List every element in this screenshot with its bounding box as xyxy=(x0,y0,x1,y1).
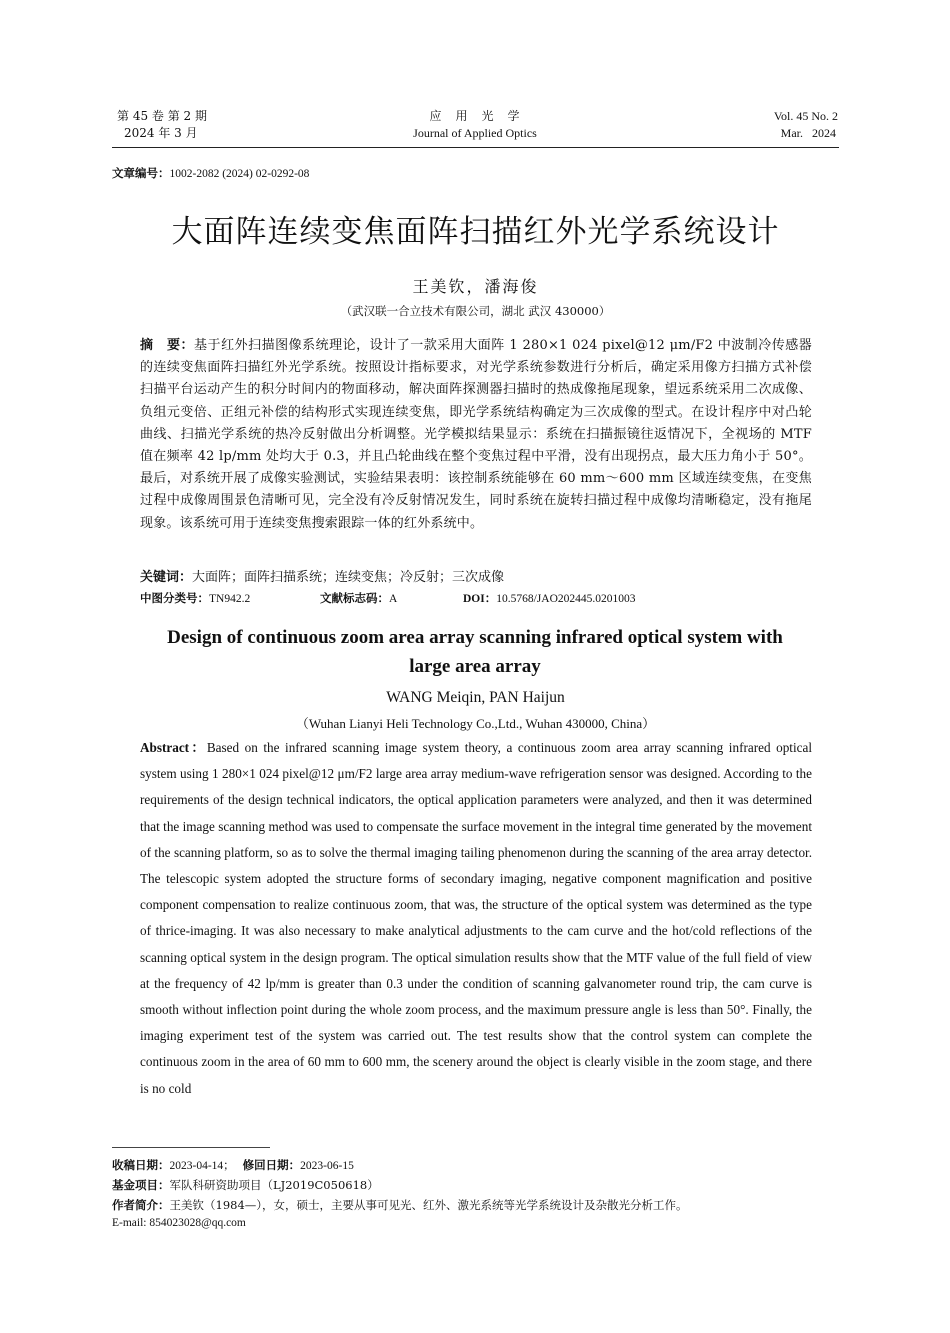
footnote-dates xyxy=(112,1157,354,1173)
fund-value: 军队科研资助项目（LJ2019C050618） xyxy=(169,1178,379,1192)
doc-value: A xyxy=(389,593,398,605)
article-number xyxy=(112,165,309,181)
keywords-cn xyxy=(140,566,812,585)
abstract-cn-text: 基于红外扫描图像系统理论，设计了一款采用大面阵 1 280×1 024 pixel@12 μm/F2 中波制冷传感器的连续变焦面阵扫描红外光学系统。按照设计指标要求，对光学系统参数进行分析后，确定采用像方扫描方式补偿扫描平台运动产生的积分时间内的物面移动，解决面阵探测器扫描时的热成像拖尾现象，望远系统采用二次成像、负组元变倍、正组元补偿的结构形式实现连续变焦，即光学系统结构确定为三次成像的型式。在设计程序中对凸轮曲线、扫描光学系统的热冷反射做出分析调整。光学模拟结果显示：系统在扫描振镜往返情况下，全视场的 MTF 值在频率 42 lp/mm 处均大于 0.3，并且凸轮曲线在整个变焦过程中平滑，没有出现拐点，最大压力角小于 50°。最后，对系统开展了成像实验测试，实验结果表明：该控制系统能够在 60 mm～600 mm 区域连续变焦，在变焦过程中成像周围景色清晰可见，完全没有冷反射情况发生，同时系统在旋转扫描过程中成像均清晰稳定，没有拖尾现象。该系统可用于连续变焦搜索跟踪一体的红外系统中。 xyxy=(140,338,812,531)
doi-label: DOI： xyxy=(463,593,497,605)
keywords-cn-text: 大面阵；面阵扫描系统；连续变焦；冷反射；三次成像 xyxy=(192,570,505,585)
clc-code xyxy=(140,590,250,606)
fund-label: 基金项目： xyxy=(112,1178,170,1192)
authors-en: WANG Meiqin, PAN Haijun xyxy=(386,689,565,706)
header-date-en: Mar. 2024 xyxy=(780,126,836,140)
header-date-cn: 2024 年 3 月 xyxy=(124,126,198,140)
footnote-rule xyxy=(112,1147,270,1148)
clc-value: TN942.2 xyxy=(209,593,251,605)
doc-code xyxy=(320,590,397,606)
doi-value: 10.5768/JAO202445.0201003 xyxy=(496,593,636,605)
header-volume-cn: 第 45 卷 第 2 期 xyxy=(117,109,207,123)
header-volume-en: Vol. 45 No. 2 xyxy=(773,109,838,123)
header-journal-en: Journal of Applied Optics xyxy=(413,126,537,140)
authors-cn: 王美钦，潘海俊 xyxy=(412,277,539,296)
article-number-label: 文章编号： xyxy=(112,166,170,180)
received-value: 2023-04-14； xyxy=(169,1160,235,1172)
footnote-fund xyxy=(112,1177,379,1193)
abstract-cn xyxy=(140,335,812,535)
doc-label: 文献标志码： xyxy=(320,591,389,605)
abstract-en-text: Based on the infrared scanning image system theory, a continuous zoom area array scanning infrared optical system using 1 280×1 024 pixel@12 μm/F2 large area array medium-wave refrigeration sensor was designed. According to the requirements of the design technical indicators, the optical application parameters were analyzed, and then it was determined that the image scanning method was used to compensate the surface movement in the integral time generated by the movement of the scanning platform, so as to solve the thermal imaging tailing phenomenon during the scanning of the area array detector. The telescopic system adopted the structure forms of secondary imaging, negative component magnification and positive component compensation to realize continuous zoom, that was, the structure of the optical system was determined as the type of thrice-imaging. It was also necessary to make analytical adjustments to the cam curve and the hot/cold reflections of the scanning optical system in the design program. The optical simulation results show that the MTF value of the full field of view at the frequency of 42 lp/mm is greater than 0.3 under the condition of scanning galvanometer round trip, the cam curve is smooth without inflection point during the whole zoom process, and the maximum pressure angle is less than 50°. Finally, the imaging experiment test of the system was carried out. The test results show that the control system can complete the continuous zoom in the area of 60 mm to 600 mm, the scenery around the object is clearly visible in the zoom stage, and there is no cold xyxy=(140,740,812,1096)
abstract-cn-label: 摘 要： xyxy=(140,338,195,353)
title-cn: 大面阵连续变焦面阵扫描红外光学系统设计 xyxy=(171,214,780,250)
abstract-en xyxy=(140,735,812,1102)
revised-label: 修回日期： xyxy=(242,1158,301,1172)
abstract-en-label: Abstract： xyxy=(140,740,207,755)
affiliation-cn: （武汉联一合立技术有限公司，湖北 武汉 430000） xyxy=(340,304,611,318)
article-number-value: 1002-2082 (2024) 02-0292-08 xyxy=(169,168,310,180)
header-rule xyxy=(112,147,839,148)
header-journal-cn: 应 用 光 学 xyxy=(429,109,521,123)
author-bio-label: 作者简介： xyxy=(112,1198,170,1212)
clc-label: 中图分类号： xyxy=(140,591,209,605)
affiliation-en: （Wuhan Lianyi Heli Technology Co.,Ltd., Wuhan 430000, China） xyxy=(295,716,656,731)
doi xyxy=(463,590,636,606)
footnote-author xyxy=(112,1197,839,1213)
title-en: Design of continuous zoom area array scanning infrared optical system with large area array xyxy=(167,627,783,677)
footnote-email: E-mail: 854023028@qq.com xyxy=(112,1217,246,1229)
revised-value: 2023-06-15 xyxy=(300,1160,354,1172)
received-label: 收稿日期： xyxy=(112,1158,170,1172)
keywords-cn-label: 关键词： xyxy=(140,570,193,585)
author-bio-value: 王美钦（1984—），女，硕士，主要从事可见光、红外、激光系统等光学系统设计及杂散光分析工作。 xyxy=(169,1198,688,1212)
